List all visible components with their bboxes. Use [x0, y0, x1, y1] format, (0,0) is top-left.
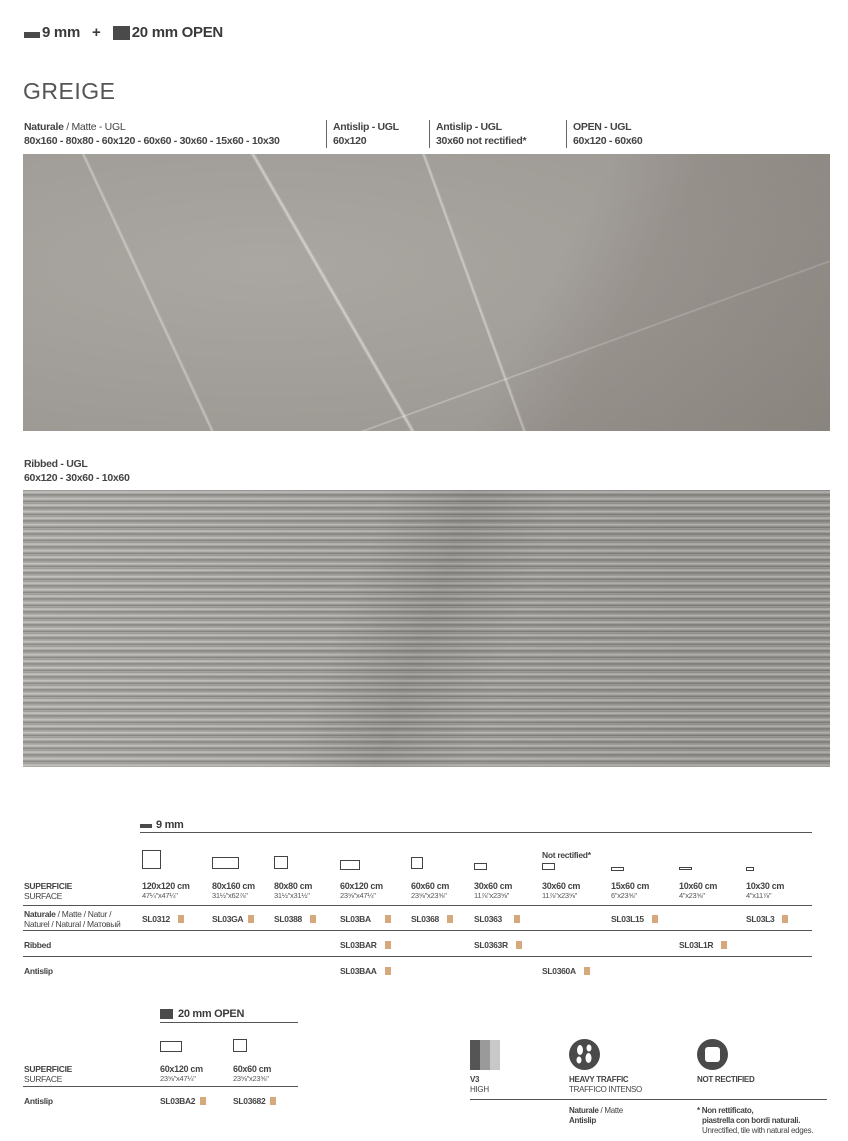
- variant-antislip-60x120: [326, 120, 429, 148]
- applies-naturale: Naturale: [569, 1106, 599, 1115]
- table-9mm-heading: [140, 817, 812, 833]
- code-text: SL03BA: [340, 914, 371, 924]
- product-code: [474, 914, 520, 924]
- column-inch: 23⅝"x47¼": [160, 1074, 196, 1083]
- applies-antislip: Antislip: [569, 1116, 596, 1125]
- surface-label: [24, 881, 72, 901]
- column-header: [212, 881, 255, 901]
- product-code: [542, 966, 590, 976]
- size-shape-icon: [679, 867, 692, 870]
- not-rectified-label: [697, 1075, 754, 1085]
- surface-label-en: SURFACE: [24, 891, 63, 901]
- column-header: [340, 881, 383, 901]
- color-swatch-icon: [721, 941, 727, 949]
- code-text: SL0312: [142, 914, 170, 924]
- column-header: [411, 881, 449, 901]
- column-header: [611, 881, 649, 901]
- color-swatch-icon: [310, 915, 316, 923]
- row-label-ribbed: [24, 940, 51, 950]
- heavy-traffic-footprints-icon: [569, 1039, 600, 1070]
- code-text: SL03L15: [611, 914, 644, 924]
- ribbed-label: [24, 457, 130, 485]
- heavy-traffic-label: [569, 1075, 642, 1095]
- page-title: GREIGE: [23, 78, 116, 104]
- ribbed-title: Ribbed - UGL: [24, 458, 88, 470]
- size-shape-icon: [542, 863, 555, 870]
- table-divider: [23, 930, 812, 931]
- color-swatch-icon: [447, 915, 453, 923]
- column-inch: 4"x23⅝": [679, 891, 705, 900]
- variant-sizes: 80x160 - 80x80 - 60x120 - 60x60 - 30x60 - 15x60 - 10x30: [24, 135, 280, 147]
- code-text: SL0360A: [542, 966, 576, 976]
- size-shape-icon: [611, 867, 624, 871]
- column-inch: 23⅝"x23⅝": [411, 891, 447, 900]
- size-shape-icon: [746, 867, 754, 871]
- column-cm: 80x160 cm: [212, 881, 255, 891]
- color-swatch-icon: [652, 915, 658, 923]
- code-text: SL03BAR: [340, 940, 377, 950]
- color-swatch-icon: [200, 1097, 206, 1105]
- code-text: SL0363: [474, 914, 502, 924]
- footnote-line3: Unrectified, tile with natural edges.: [702, 1126, 814, 1135]
- column-cm: 120x120 cm: [142, 881, 190, 891]
- column-header: [542, 881, 580, 901]
- plus-sign: +: [92, 24, 101, 41]
- shade-bar-mid: [480, 1040, 490, 1070]
- color-swatch-icon: [178, 915, 184, 923]
- column-inch: 4"x11⅞": [746, 891, 772, 900]
- variant-open: [566, 120, 726, 148]
- column-header: [474, 881, 512, 901]
- thick-bar-icon: [160, 1009, 173, 1019]
- column-cm: 15x60 cm: [611, 881, 650, 891]
- variant-title: Antislip - UGL: [436, 121, 502, 133]
- size-shape-icon: [340, 860, 360, 870]
- product-code: [212, 914, 254, 924]
- variant-labels: [24, 120, 726, 148]
- column-inch: 6"x23⅝": [611, 891, 637, 900]
- variant-title-rest: / Matte - UGL: [63, 121, 126, 133]
- code-text: SL03GA: [212, 914, 244, 924]
- column-cm: 80x80 cm: [274, 881, 313, 891]
- thin-bar-icon: [24, 32, 40, 38]
- product-code: [679, 940, 727, 950]
- column-cm: 10x30 cm: [746, 881, 785, 891]
- code-text: SL0363R: [474, 940, 508, 950]
- color-swatch-icon: [385, 941, 391, 949]
- product-code: [160, 1096, 206, 1106]
- ribbed-texture-image: [23, 490, 830, 767]
- table-divider: [23, 905, 812, 906]
- product-code: [274, 914, 316, 924]
- rectified-title: NOT RECTIFIED: [697, 1075, 755, 1084]
- not-rectified-footnote: [697, 1106, 813, 1136]
- surface-label: [24, 1064, 72, 1084]
- table-divider: [23, 956, 812, 957]
- variant-title: OPEN - UGL: [573, 121, 632, 133]
- row-label-bold: Antislip: [24, 966, 53, 976]
- column-inch: 31½"x31½": [274, 891, 310, 900]
- traffic-sub: TRAFFICO INTENSO: [569, 1085, 642, 1094]
- column-inch: 11⅞"x23⅝": [474, 891, 510, 900]
- table-20mm-heading: [160, 1006, 298, 1023]
- column-header: [746, 881, 784, 901]
- shade-bar-light: [490, 1040, 500, 1070]
- variant-title: Naturale: [24, 121, 64, 133]
- product-code: [340, 966, 391, 976]
- code-text: SL03682: [233, 1096, 266, 1106]
- column-header: [142, 881, 190, 901]
- column-inch: 23⅝"x47¼": [340, 891, 376, 900]
- column-inch: 47¼"x47¼": [142, 891, 178, 900]
- ribbed-sizes: 60x120 - 30x60 - 10x60: [24, 472, 130, 484]
- row-label-antislip: [24, 966, 53, 976]
- color-swatch-icon: [385, 967, 391, 975]
- size-shape-icon: [474, 863, 487, 870]
- row-label-rest: / Matte / Natur /: [55, 909, 112, 919]
- color-swatch-icon: [248, 915, 254, 923]
- row-label-antislip: [24, 1096, 53, 1106]
- column-header: [160, 1064, 203, 1084]
- thick-bar-icon: [113, 26, 130, 40]
- column-cm: 60x60 cm: [411, 881, 450, 891]
- product-code: [340, 940, 391, 950]
- v3-title: V3: [470, 1075, 480, 1084]
- table-divider: [23, 1086, 298, 1087]
- v3-label: [470, 1075, 489, 1095]
- code-text: SL0368: [411, 914, 439, 924]
- column-cm: 30x60 cm: [474, 881, 513, 891]
- color-swatch-icon: [385, 915, 391, 923]
- column-header: [679, 881, 717, 901]
- code-text: SL03BAA: [340, 966, 377, 976]
- color-swatch-icon: [584, 967, 590, 975]
- stone-texture-image: [23, 154, 830, 431]
- product-code: [611, 914, 658, 924]
- row-label-bold: Naturale: [24, 909, 56, 919]
- color-swatch-icon: [782, 915, 788, 923]
- row-label-naturale: [24, 909, 121, 929]
- variant-naturale: [24, 120, 326, 148]
- thickness-9mm: 9 mm: [42, 24, 80, 41]
- surface-label-en: SURFACE: [24, 1074, 63, 1084]
- size-shape-icon: [142, 850, 161, 869]
- shade-bar-dark: [470, 1040, 480, 1070]
- features-divider: [470, 1099, 827, 1100]
- not-rectified-icon: [697, 1039, 728, 1070]
- product-code: [142, 914, 184, 924]
- color-swatch-icon: [270, 1097, 276, 1105]
- product-code: [340, 914, 391, 924]
- column-cm: 30x60 cm: [542, 881, 581, 891]
- color-swatch-icon: [514, 915, 520, 923]
- column-header: [274, 881, 312, 901]
- surface-label-it: SUPERFICIE: [24, 1064, 73, 1074]
- size-shape-icon: [233, 1039, 247, 1052]
- product-code: [233, 1096, 276, 1106]
- column-inch: 23⅝"x23⅝": [233, 1074, 269, 1083]
- product-code: [411, 914, 453, 924]
- variant-sizes: 60x120 - 60x60: [573, 135, 643, 147]
- thickness-20mm: 20 mm OPEN: [131, 24, 223, 41]
- shade-variation-v3-icon: [470, 1040, 500, 1070]
- footnote-line1: * Non rettificato,: [697, 1106, 754, 1115]
- column-header: [233, 1064, 271, 1084]
- row-label-bold: Ribbed: [24, 940, 52, 950]
- code-text: SL0388: [274, 914, 302, 924]
- v3-sub: HIGH: [470, 1085, 489, 1094]
- code-text: SL03L3: [746, 914, 775, 924]
- variant-antislip-30x60: [429, 120, 566, 148]
- thickness-header: [24, 24, 223, 41]
- table-20mm-title: 20 mm OPEN: [178, 1008, 245, 1020]
- not-rectified-note: Not rectified*: [542, 850, 591, 860]
- surface-label-it: SUPERFICIE: [24, 881, 73, 891]
- traffic-title: HEAVY TRAFFIC: [569, 1075, 629, 1084]
- code-text: SL03BA2: [160, 1096, 196, 1106]
- size-shape-icon: [274, 856, 288, 869]
- applies-matte: / Matte: [598, 1106, 623, 1115]
- column-cm: 60x120 cm: [340, 881, 383, 891]
- table-9mm-title: 9 mm: [156, 818, 184, 831]
- footnote-line2: piastrella con bordi naturali.: [702, 1116, 801, 1125]
- variant-sizes: 60x120: [333, 135, 367, 147]
- row-label-sub: Naturel / Natural / Матовый: [24, 919, 121, 929]
- thin-bar-icon: [140, 824, 152, 828]
- traffic-applies: [569, 1106, 623, 1126]
- column-inch: 31½"x62⅞": [212, 891, 248, 900]
- size-shape-icon: [411, 857, 423, 869]
- variant-sizes: 30x60 not rectified*: [436, 135, 527, 147]
- variant-title: Antislip - UGL: [333, 121, 399, 133]
- row-label-bold: Antislip: [24, 1096, 53, 1106]
- size-shape-icon: [212, 857, 239, 869]
- code-text: SL03L1R: [679, 940, 714, 950]
- size-shape-icon: [160, 1041, 182, 1052]
- column-cm: 60x120 cm: [160, 1064, 203, 1074]
- column-cm: 10x60 cm: [679, 881, 718, 891]
- product-code: [474, 940, 522, 950]
- product-code: [746, 914, 788, 924]
- color-swatch-icon: [516, 941, 522, 949]
- column-inch: 11⅞"x23⅝": [542, 891, 578, 900]
- column-cm: 60x60 cm: [233, 1064, 272, 1074]
